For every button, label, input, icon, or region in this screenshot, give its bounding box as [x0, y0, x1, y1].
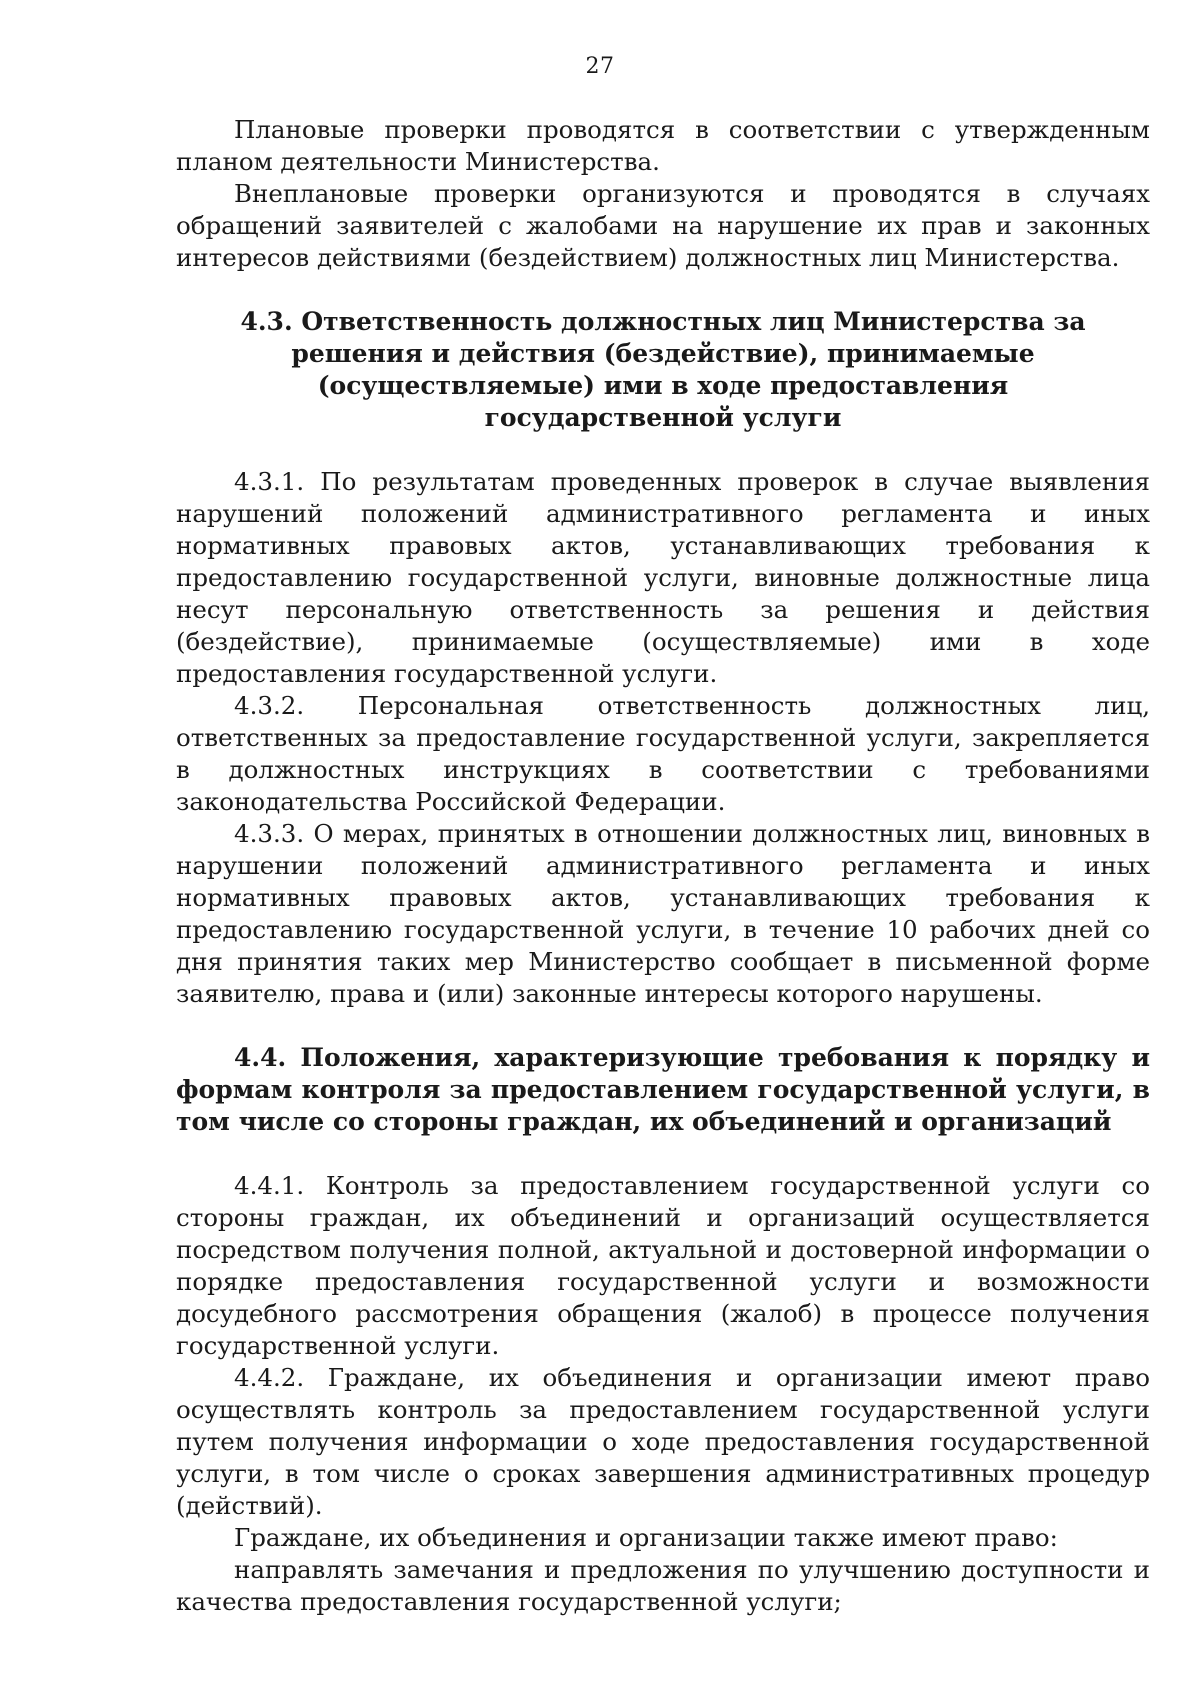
paragraph-planned-inspections: Плановые проверки проводятся в соответствии с утвержденным планом деятельности Министерства. [176, 115, 1150, 176]
document-body [176, 114, 1150, 1618]
section-heading-4-4: 4.4. Положения, характеризующие требования к порядку и формам контроля за предоставлением государственной услуги, в том числе со стороны граждан, их объединений и организаций [176, 1043, 1150, 1136]
paragraph-4-3-1: 4.3.1. По результатам проведенных проверок в случае выявления нарушений положений административного регламента и иных нормативных правовых актов, устанавливающих требования к предоставлению государственной услуги, виновные должностные лица несут персональную ответственность за решения и действия (бездействие), принимаемые (осуществляемые) ими в ходе предоставления государственной услуги. [176, 467, 1150, 688]
paragraph-remarks-proposals: направлять замечания и предложения по улучшению доступности и качества предоставления государственной услуги; [176, 1555, 1150, 1616]
page-number: 27 [585, 54, 615, 79]
paragraph-4-4-2: 4.4.2. Граждане, их объединения и организации имеют право осуществлять контроль за предоставлением государственной услуги путем получения информации о ходе предоставления государственной услуги, в том числе о сроках завершения административных процедур (действий). [176, 1363, 1150, 1520]
paragraph-citizens-rights: Граждане, их объединения и организации также имеют право: [234, 1523, 1058, 1552]
spacer [176, 274, 1150, 306]
paragraph-unplanned-inspections: Внеплановые проверки организуются и проводятся в случаях обращений заявителей с жалобами на нарушение их прав и законных интересов действиями (бездействием) должностных лиц Министерства. [176, 179, 1150, 272]
paragraph-4-4-1: 4.4.1. Контроль за предоставлением государственной услуги со стороны граждан, их объединений и организаций осуществляется посредством получения полной, актуальной и достоверной информации о порядке предоставления государственной услуги и возможности досудебного рассмотрения обращения (жалоб) в процессе получения государственной услуги. [176, 1171, 1150, 1360]
spacer [176, 434, 1150, 466]
paragraph-4-3-2: 4.3.2. Персональная ответственность должностных лиц, ответственных за предоставление государственной услуги, закрепляется в должностных инструкциях в соответствии с требованиями законодательства Российской Федерации. [176, 691, 1150, 816]
paragraph-4-3-3: 4.3.3. О мерах, принятых в отношении должностных лиц, виновных в нарушении положений административного регламента и иных нормативных правовых актов, устанавливающих требования к предоставлению государственной услуги, в течение 10 рабочих дней со дня принятия таких мер Министерство сообщает в письменной форме заявителю, права и (или) законные интересы которого нарушены. [176, 819, 1150, 1008]
spacer [176, 1010, 1150, 1042]
section-heading-4-3: 4.3. Ответственность должностных лиц Министерства за решения и действия (бездействие), принимаемые (осуществляемые) ими в ходе предоставления государственной услуги [240, 307, 1086, 432]
spacer [176, 1138, 1150, 1170]
